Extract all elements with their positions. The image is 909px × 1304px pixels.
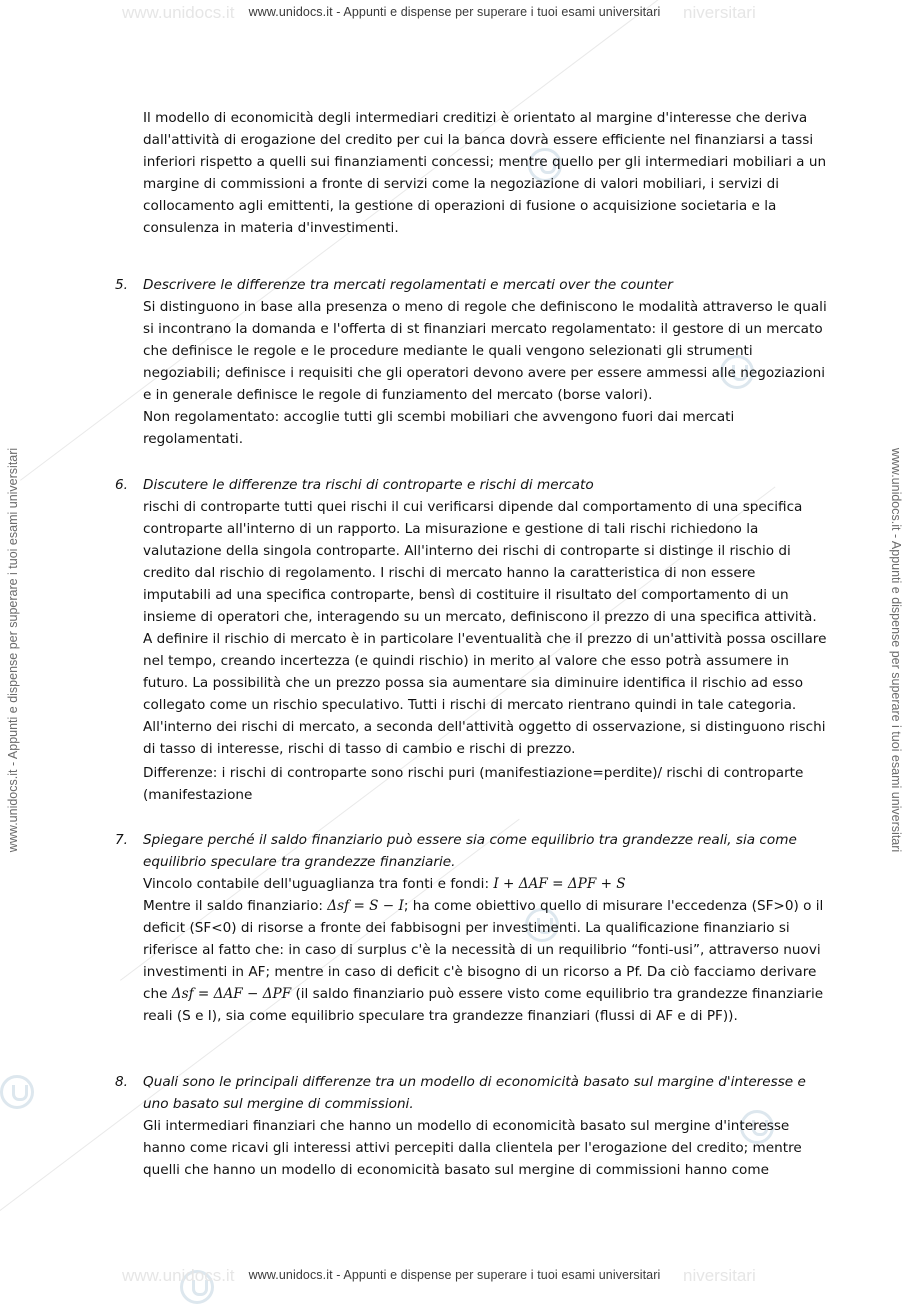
- answer-text: Mentre il saldo finanziario:: [143, 898, 328, 914]
- answer-text: ; ha come obiettivo quello di misurare l'eccedenza (SF>0) o il deficit (SF<0) di risorse a fronte dei fabbisogni per investimenti. La qualificazione finanziario si riferisce al fatto che: in caso di surplus c'è la necessità di un requilibrio “fonti-usi”, attraverso nuovi investimenti in AF; mentre in caso di deficit c'è bisogno di un ricorso a Pf. Da ciò facciamo derivare che: [143, 898, 824, 1002]
- question-heading: Spiegare perché il saldo finanziario può essere sia come equilibrio tra grandezze reali, sia come equilibrio speculare tra grandezze finanziarie.: [143, 832, 797, 870]
- question-heading: Quali sono le principali differenze tra un modello di economicità basato sul margine d'interesse e uno basato sul mergine di commissioni.: [143, 1074, 806, 1112]
- formula: I + ΔAF = ΔPF + S: [493, 876, 626, 892]
- watermark-ghost-text: www.unidocs.it: [122, 1266, 235, 1285]
- watermark-ghost-text: niversitari: [683, 3, 756, 22]
- watermark-side-left: www.unidocs.it - Appunti e dispense per superare i tuoi esami universitari: [6, 447, 20, 853]
- answer-text: (il saldo finanziario può essere visto come equilibrio tra grandezze finanziarie reali (S e I), sia come equilibrio speculare tra grandezze finanziari (flussi di AF e di PF)).: [143, 986, 824, 1024]
- answer-paragraph: [143, 873, 827, 895]
- answer-paragraph: Differenze: i rischi di controparte sono rischi puri (manifestiazione=perdite)/ rischi di controparte (manifestazione: [143, 765, 804, 803]
- formula: Δsf = S − I: [327, 898, 404, 914]
- answer-paragraph: rischi di controparte tutti quei rischi il cui verificarsi dipende dal comportamento di una specifica controparte all'interno di un rapporto. La misurazione e gestione di tali rischi richiedono la valutazione della singola controparte. All'interno dei rischi di controparte si distinge il rischio di credito dal rischio di regolamento. I rischi di mercato hanno la caratteristica di non essere imputabili ad una specifica controparte, bensì di costituire il risultato del comportamento di un insieme di operatori che, interagendo su un mercato, definiscono il prezzo di una specifica attività. A definire il rischio di mercato è in particolare l'eventualità che il prezzo di un'attività possa oscillare nel tempo, creando incertezza (e quindi rischio) in merito al valore che esso potrà assumere in futuro. La possibilità che un prezzo possa sia aumentare sia diminuire identifica il rischio ad esso collegato come un rischio speculativo. Tutti i rischi di mercato rientrano quindi in tale categoria. All'interno dei rischi di mercato, a seconda dell'attività oggetto di osservazione, si distinguono rischi di tasso di interesse, rischi di tasso di cambio e rischi di prezzo.: [143, 499, 827, 757]
- answer-paragraph: Si distinguono in base alla presenza o meno di regole che definiscono le modalità attraverso le quali si incontrano la domanda e l'offerta di st finanziari mercato regolamentato: il gestore di un mercato che definisce le regole e le procedure mediante le quali vengono selezionati gli strumenti negoziabili; definisce i requisiti che gli operatori devono avere per essere ammessi alle negoziazioni e in generale definisce le regole di funziamento del mercato (borse valori).: [143, 299, 827, 403]
- answer-paragraph: Non regolamentato: accoglie tutti gli scembi mobiliari che avvengono fuori dai mercati regolamentati.: [143, 409, 735, 447]
- watermark-footer: www.unidocs.it - Appunti e dispense per superare i tuoi esami universitari: [248, 1268, 661, 1282]
- answer-paragraph: [143, 895, 827, 1027]
- question-heading: Discutere le differenze tra rischi di controparte e rischi di mercato: [143, 477, 594, 493]
- item-number: 8.: [115, 1074, 128, 1090]
- watermark-header: www.unidocs.it - Appunti e dispense per superare i tuoi esami universitari: [248, 5, 661, 19]
- watermark-side-right: www.unidocs.it - Appunti e dispense per superare i tuoi esami universitari: [889, 447, 903, 853]
- watermark-ghost-text: www.unidocs.it: [122, 3, 235, 22]
- answer-paragraph: Gli intermediari finanziari che hanno un modello di economicità basato sul mergine d'interesse hanno come ricavi gli interessi attivi percepiti dalla clientela per l'erogazione del credito; mentre quelli che hanno un modello di economicità basato sul mergine di commissioni hanno come: [143, 1118, 802, 1178]
- intro-paragraph: Il modello di economicità degli intermediari creditizi è orientato al margine d'interesse che deriva dall'attività di erogazione del credito per cui la banca dovrà essere efficiente nel finanziarsi a tassi inferiori rispetto a quelli sui finanziamenti concessi; mentre quello per gli intermediari mobiliari a un margine di commissioni a fronte di servizi come la negoziazione di valori mobiliari, i servizi di collocamento agli emittenti, la gestione di operazioni di fusione o acquisizione societaria e la consulenza in materia d'investimenti.: [143, 110, 827, 236]
- item-number: 6.: [115, 477, 128, 493]
- formula: Δsf = ΔAF − ΔPF: [171, 986, 292, 1002]
- item-number: 7.: [115, 832, 128, 848]
- answer-text: Vincolo contabile dell'uguaglianza tra fonti e fondi:: [143, 876, 494, 892]
- question-heading: Descrivere le differenze tra mercati regolamentati e mercati over the counter: [143, 277, 673, 293]
- item-number: 5.: [115, 277, 128, 293]
- watermark-ghost-text: niversitari: [683, 1266, 756, 1285]
